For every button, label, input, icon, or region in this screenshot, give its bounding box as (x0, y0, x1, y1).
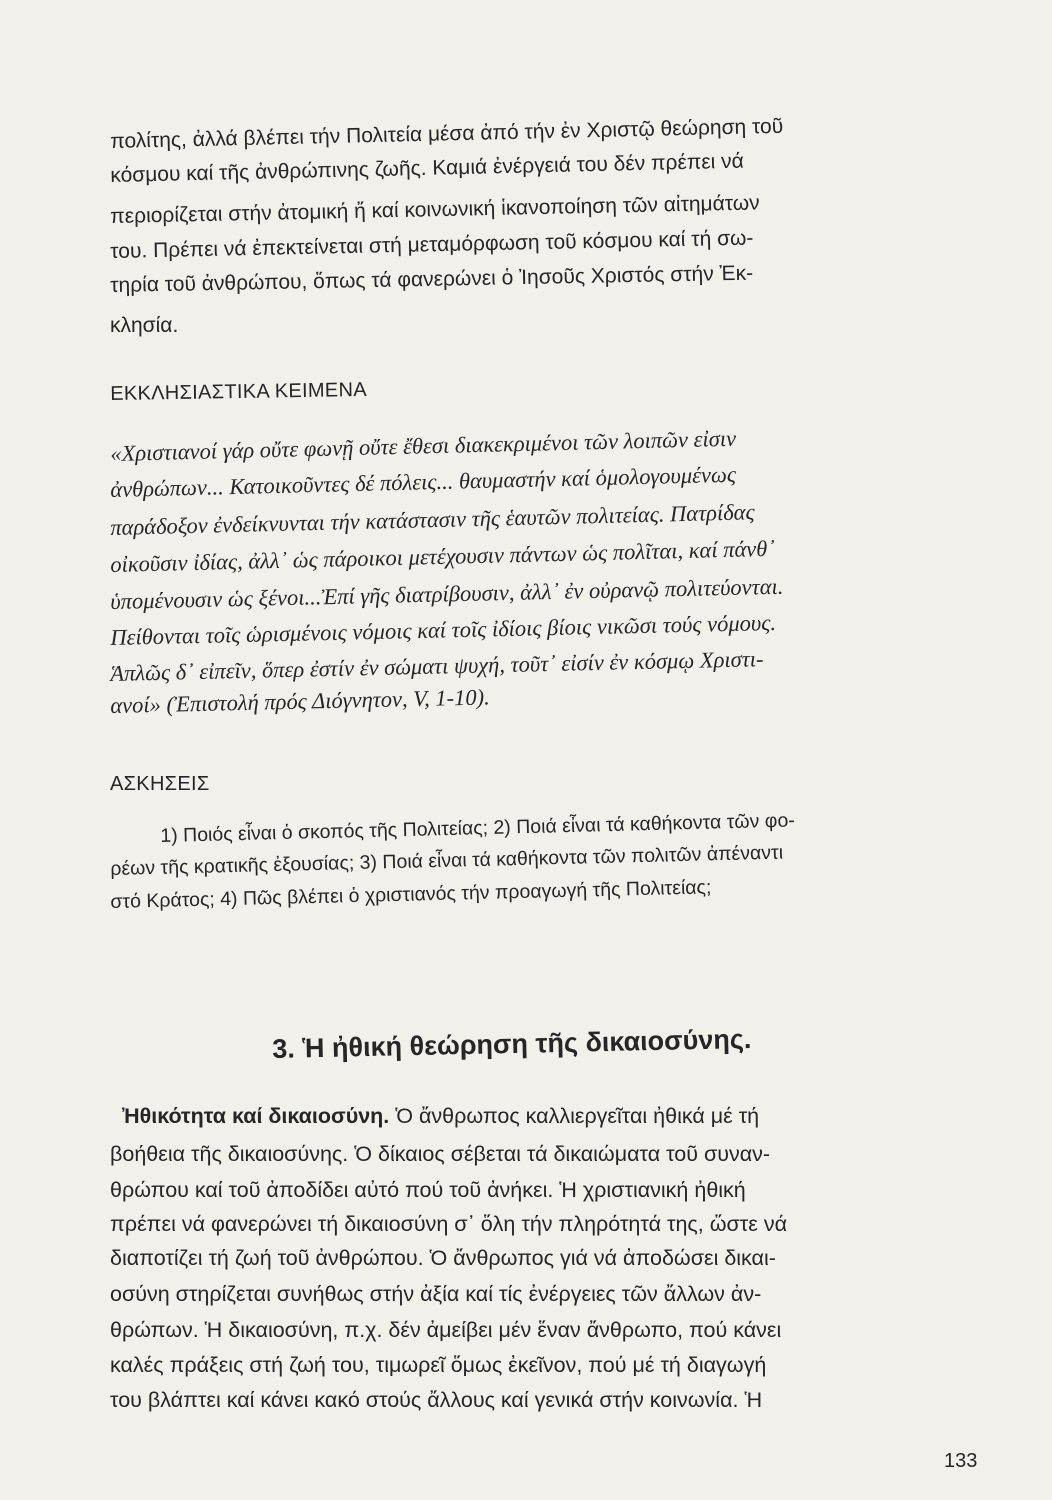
section-line: πρέπει νά φανερώνει τή δικαιοσύνη σ᾽ ὅλη τήν πληρότητά της, ὥστε νά (110, 1212, 788, 1236)
section-line: καλές πράξεις στή ζωή του, τιμωρεῖ ὅμως ἐκεῖνον, πού μέ τή διαγωγή (110, 1353, 767, 1377)
section-line: θρώπων. Ἡ δικαιοσύνη, π.χ. δέν ἀμείβει μέν ἕναν ἄνθρωπο, πού κάνει (110, 1318, 782, 1342)
paragraph-line: πολίτης, ἀλλά βλέπει τήν Πολιτεία μέσα ἀπό τήν ἐν Χριστῷ θεώρηση τοῦ (110, 114, 784, 153)
church-texts-heading: ΕΚΚΛΗΣΙΑΣΤΙΚΑ ΚΕΙΜΕΝΑ (110, 378, 368, 405)
paragraph-line: περιορίζεται στήν ἀτομική ἤ καί κοινωνική ἱκανοποίηση τῶν αἰτημάτων (110, 191, 760, 228)
section-first-line (122, 1102, 759, 1130)
quote-line: «Χριστιανοί γάρ οὔτε φωνῇ οὔτε ἔθεσι διακεκριμένοι τῶν λοιπῶν εἰσιν (110, 425, 737, 466)
page-number: 133 (944, 1450, 978, 1472)
quote-line: ανοί» (Ἐπιστολή πρός Διόγνητον, V, 1-10). (110, 684, 490, 718)
exercise-line: 1) Ποιός εἶναι ὁ σκοπός τῆς Πολιτείας; 2) Ποιά εἶναι τά καθήκοντα τῶν φο- (160, 809, 796, 847)
section-line: Ὁ ἄνθρωπος καλλιεργεῖται ἠθικά μέ τή (389, 1104, 760, 1128)
paragraph-line: κόσμου καί τῆς ἀνθρώπινης ζωῆς. Καμιά ἐνέργειά του δέν πρέπει νά (110, 149, 745, 187)
paragraph-line: κλησία. (110, 314, 179, 337)
section-line: θρώπου καί τοῦ ἀποδίδει αὐτό πού τοῦ ἀνήκει. Ἡ χριστιανική ἠθική (110, 1178, 746, 1202)
quote-line: οἰκοῦσιν ἰδίας, ἀλλ᾽ ὡς πάροικοι μετέχουσιν πάντων ὡς πολῖται, καί πάνθ᾽ (110, 535, 776, 577)
exercise-line: ρέων τῆς κρατικῆς ἐξουσίας; 3) Ποιά εἶναι τά καθήκοντα τῶν πολιτῶν ἀπέναντι (110, 841, 784, 880)
quote-line: ὑπομένουσιν ὡς ξένοι...Ἐπί γῆς διατρίβουσιν, ἀλλ᾽ ἐν οὐρανῷ πολιτεύονται. (110, 573, 784, 614)
paragraph-line: τηρία τοῦ ἀνθρώπου, ὅπως τά φανερώνει ὁ Ἰησοῦς Χριστός στήν Ἐκ- (110, 261, 754, 297)
section-lead: Ἠθικότητα καί δικαιοσύνη. (122, 1104, 390, 1128)
quote-line: Πείθονται τοῖς ὡρισμένοις νόμοις καί τοῖς ἰδίοις βίοις νικῶσι τούς νόμους. (110, 609, 777, 650)
quote-line: παράδοξον ἐνδείκνυνται τήν κατάστασιν τῆς ἑαυτῶν πολιτείας. Πατρίδας (110, 499, 755, 540)
section-line: διαποτίζει τή ζωή τοῦ ἀνθρώπου. Ὁ ἄνθρωπος γιά νά ἀποδώσει δικαι- (110, 1246, 776, 1270)
quote-line: ἀνθρώπων... Κατοικοῦντες δέ πόλεις... θαυμαστήν καί ὁμολογουμένως (110, 461, 737, 502)
section-line: βοήθεια τῆς δικαιοσύνης. Ὁ δίκαιος σέβεται τά δικαιώματα τοῦ συναν- (110, 1142, 771, 1166)
exercise-line: στό Κράτος; 4) Πῶς βλέπει ὁ χριστιανός τήν προαγωγή τῆς Πολιτείας; (110, 876, 712, 913)
section-line: οσύνη στηρίζεται συνήθως στήν ἀξία καί τίς ἐνέργειες τῶν ἄλλων ἀν- (110, 1282, 762, 1306)
quote-line: Ἁπλῶς δ᾽ εἰπεῖν, ὅπερ ἐστίν ἐν σώματι ψυχή, τοῦτ᾽ εἰσίν ἐν κόσμῳ Χριστι- (110, 646, 764, 686)
exercises-heading: ΑΣΚΗΣΕΙΣ (110, 773, 210, 795)
section-line: του βλάπτει καί κάνει κακό στούς ἄλλους καί γενικά στήν κοινωνία. Ἡ (110, 1388, 763, 1412)
paragraph-line: του. Πρέπει νά ἐπεκτείνεται στή μεταμόρφωση τοῦ κόσμου καί τή σω- (110, 226, 754, 263)
section-title: 3. Ἡ ἠθική θεώρηση τῆς δικαιοσύνης. (272, 1023, 752, 1064)
